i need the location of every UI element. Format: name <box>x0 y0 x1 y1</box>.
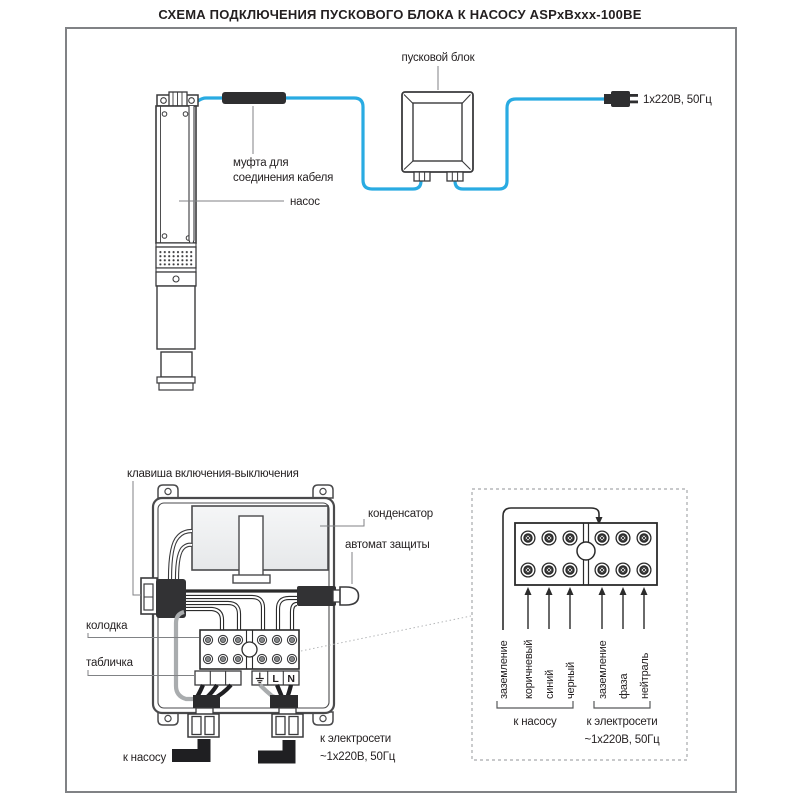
power-plug <box>604 91 638 107</box>
cable-coupling <box>222 92 286 104</box>
starter-box <box>402 92 473 181</box>
wire-label-ground-mains: заземление <box>597 640 609 699</box>
cell-n-label: N <box>287 673 295 685</box>
coupling-label-line2: соединения кабеля <box>233 172 334 184</box>
pump <box>156 92 198 390</box>
starter-box-gland <box>414 172 463 181</box>
to-mains-label-line1: к электросети <box>320 733 392 745</box>
terminal-block <box>200 630 299 669</box>
plug-voltage-label: 1х220В, 50Гц <box>643 94 712 106</box>
terminal-marking-cells <box>252 671 299 685</box>
switch-label: клавиша включения-выключения <box>127 468 299 480</box>
breaker-label: автомат защиты <box>345 539 430 551</box>
bottom-clamp-left <box>193 695 220 708</box>
to-mains-label-line2: ~1х220В, 50Гц <box>320 751 396 763</box>
detail-to-mains-label-line2: ~1х220В, 50Гц <box>584 734 660 746</box>
detail-to-mains-label-line1: к электросети <box>586 716 658 728</box>
circuit-breaker[interactable] <box>333 587 359 605</box>
mains-cable-elbow <box>258 740 289 757</box>
starter-box-label: пусковой блок <box>401 52 475 64</box>
capacitor-strap <box>239 516 263 577</box>
terminal-block-label: колодка <box>86 620 128 632</box>
pump-cable-elbow <box>172 739 204 756</box>
wire-label-ground-pump: заземление <box>498 640 510 699</box>
cell-l-label: L <box>272 673 279 685</box>
bottom-clamp-right <box>270 695 298 708</box>
wire-label-phase: фаза <box>618 673 630 699</box>
pump-label: насос <box>290 196 320 208</box>
page-title: СХЕМА ПОДКЛЮЧЕНИЯ ПУСКОВОГО БЛОКА К НАСОСУ ASPxBxxx-100BE <box>158 7 642 22</box>
wire-label-blue: синий <box>544 669 556 699</box>
wire-label-black: черный <box>565 662 577 699</box>
coupling-label-line1: муфта для <box>233 157 289 169</box>
plate-label: табличка <box>86 657 133 669</box>
wire-label-neutral: нейтраль <box>639 652 651 699</box>
power-switch[interactable] <box>141 578 157 614</box>
capacitor-label: конденсатор <box>368 508 433 520</box>
wire-label-brown: коричневый <box>523 639 535 699</box>
detail-to-pump-label: к насосу <box>513 716 557 728</box>
right-cable-gland <box>297 586 336 606</box>
to-pump-label: к насосу <box>122 752 166 764</box>
nameplate <box>195 671 241 685</box>
